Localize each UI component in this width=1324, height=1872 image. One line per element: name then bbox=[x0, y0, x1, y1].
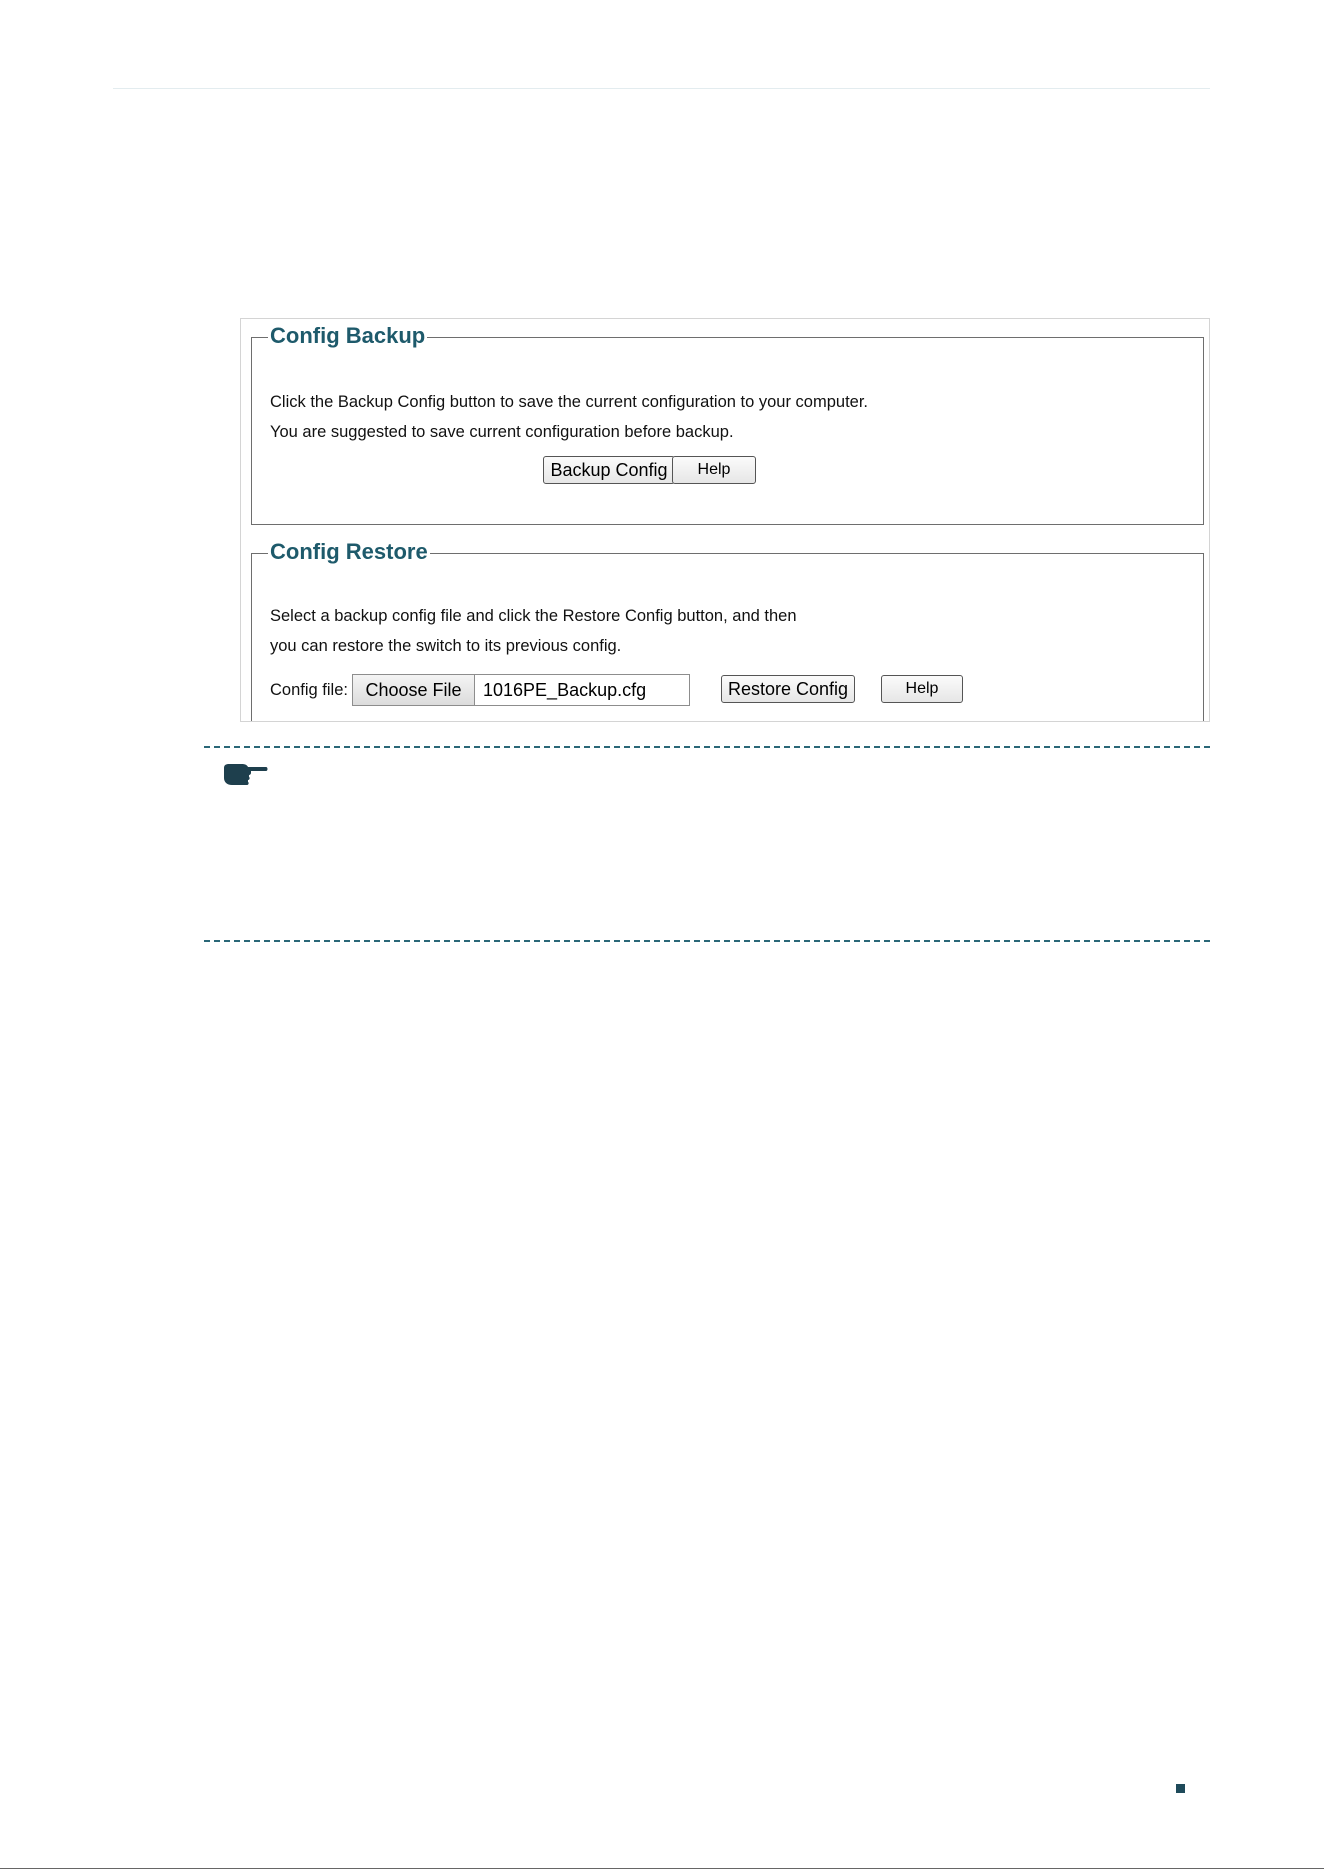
selected-file-name: 1016PE_Backup.cfg bbox=[483, 680, 647, 700]
config-backup-panel bbox=[251, 323, 1204, 525]
note-bottom-divider bbox=[204, 940, 1210, 942]
page-marker bbox=[1176, 1784, 1185, 1793]
header-divider bbox=[113, 88, 1210, 89]
config-restore-title: Config Restore bbox=[270, 539, 428, 564]
restore-config-button[interactable]: Restore Config bbox=[721, 675, 855, 703]
config-backup-title: Config Backup bbox=[270, 323, 426, 348]
restore-help-button[interactable]: Help bbox=[881, 675, 963, 703]
config-screenshot bbox=[240, 318, 1210, 722]
page-bottom-edge bbox=[0, 1868, 1324, 1869]
backup-help-button[interactable]: Help bbox=[672, 456, 756, 484]
pointing-hand-icon bbox=[222, 762, 268, 788]
config-restore-description-1: Select a backup config file and click the Restore Config button, and then bbox=[270, 607, 797, 625]
config-backup-description-2: You are suggested to save current configuration before backup. bbox=[270, 423, 734, 441]
config-file-input[interactable] bbox=[352, 674, 690, 706]
config-file-label: Config file: bbox=[270, 681, 348, 699]
note-top-divider bbox=[204, 746, 1210, 748]
config-backup-description-1: Click the Backup Config button to save the current configuration to your computer. bbox=[270, 393, 868, 411]
config-restore-panel bbox=[251, 539, 1204, 722]
choose-file-button[interactable]: Choose File bbox=[353, 675, 475, 705]
config-restore-description-2: you can restore the switch to its previous config. bbox=[270, 637, 622, 655]
backup-config-button[interactable]: Backup Config bbox=[543, 456, 675, 484]
